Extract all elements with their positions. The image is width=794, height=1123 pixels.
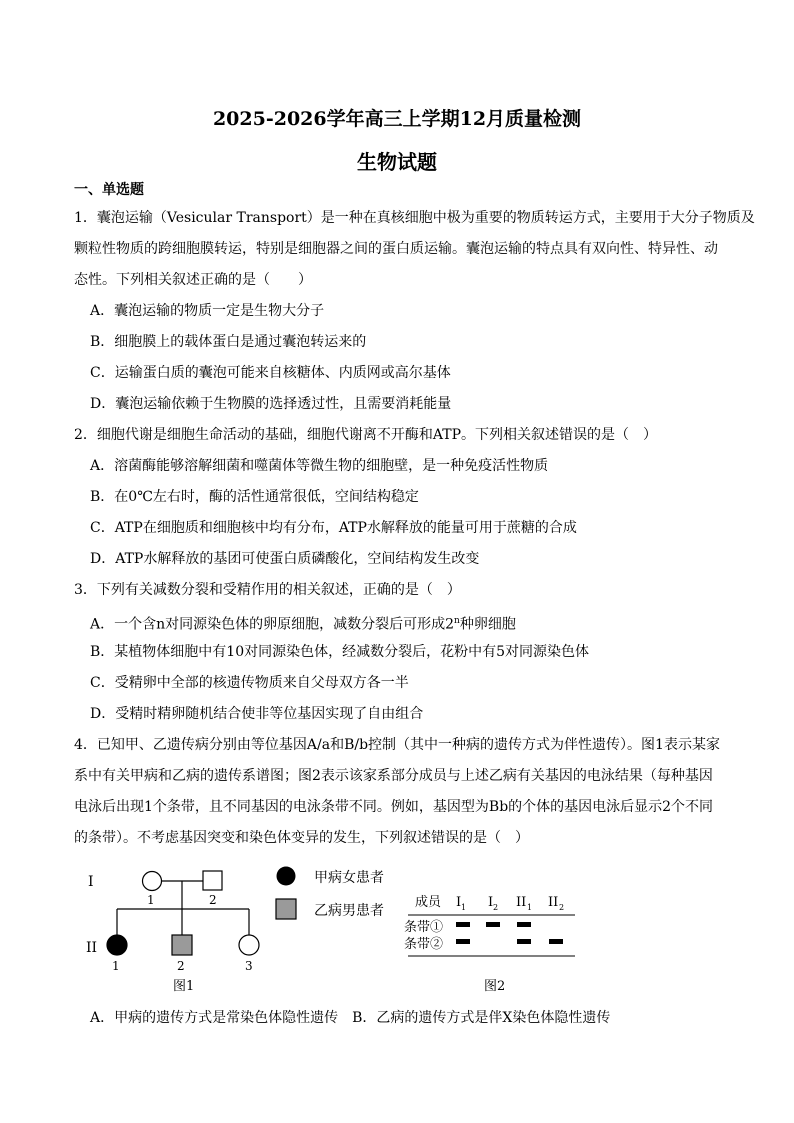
generation-1-label: I (88, 874, 94, 890)
band-mark (549, 939, 563, 944)
member-ii2-sub: 2 (559, 903, 565, 912)
q1-line: 态性。下列相关叙述正确的是（ ） (74, 272, 312, 288)
number-ii3: 3 (245, 959, 253, 973)
female-i1 (143, 872, 162, 891)
band-1-label: 条带① (404, 920, 444, 935)
legend-filled-circle-icon (277, 867, 296, 886)
member-ii1: II (516, 895, 527, 910)
q1-option-b: B．细胞膜上的载体蛋白是通过囊泡转运来的 (90, 334, 367, 350)
q2-line: 2．细胞代谢是细胞生命活动的基础，细胞代谢离不开酶和ATP。下列相关叙述错误的是（ ） (74, 427, 658, 443)
member-ii1-sub: 1 (527, 903, 533, 912)
q1-option-a: A．囊泡运输的物质一定是生物大分子 (90, 303, 325, 319)
q1-line: 颗粒性物质的跨细胞膜转运，特别是细胞器之间的蛋白质运输。囊泡运输的特点具有双向性、特异性、动 (74, 241, 718, 257)
band-mark (517, 939, 531, 944)
male-i2 (203, 871, 222, 890)
member-i2-sub: 2 (493, 903, 499, 912)
member-ii2: II (548, 895, 559, 910)
q1-line: 1．囊泡运输（Vesicular Transport）是一种在真核细胞中极为重要的物质转运方式，主要用于大分子物质及 (74, 210, 755, 226)
number-i1: 1 (147, 893, 155, 907)
q2-option-d: D．ATP水解释放的基团可使蛋白质磷酸化，空间结构发生改变 (90, 551, 480, 567)
band-mark (517, 922, 531, 927)
band-mark (456, 922, 470, 927)
q4-line: 的条带）。不考虑基因突变和染色体变异的发生，下列叙述错误的是（ ） (74, 830, 529, 846)
q4-options-ab: A．甲病的遗传方式是常染色体隐性遗传 B．乙病的遗传方式是伴X染色体隐性遗传 (90, 1010, 611, 1026)
exam-title: 2025-2026学年高三上学期12月质量检测 (212, 108, 582, 130)
band-2-label: 条带② (404, 937, 444, 952)
generation-2-label: II (86, 940, 98, 956)
q3-option-a-text: A．一个含n对同源染色体的卵原细胞，减数分裂后可形成2 (90, 616, 455, 633)
q2-option-b: B．在0℃左右时，酶的活性通常很低，空间结构稳定 (90, 489, 419, 505)
number-i2: 2 (209, 893, 217, 907)
legend-gray-square-icon (276, 899, 296, 919)
q1-option-c: C．运输蛋白质的囊泡可能来自核糖体、内质网或高尔基体 (90, 365, 451, 381)
q3-line: 3．下列有关减数分裂和受精作用的相关叙述，正确的是（ ） (74, 582, 461, 598)
figure1-caption: 图1 (173, 979, 195, 994)
female-ii3 (239, 935, 259, 955)
q3-option-a (90, 611, 750, 635)
q3-option-c: C．受精卵中全部的核遗传物质来自父母双方各一半 (90, 675, 409, 691)
subject-title: 生物试题 (357, 150, 437, 174)
legend-b-label: 乙病男患者 (314, 903, 384, 919)
q4-line: 4．已知甲、乙遗传病分别由等位基因A/a和B/b控制（其中一种病的遗传方式为伴性遗传）。图1表示某家 (74, 737, 720, 753)
number-ii2: 2 (177, 959, 185, 973)
band-mark (486, 922, 500, 927)
legend-a-label: 甲病女患者 (314, 870, 384, 886)
member-i1-sub: 1 (461, 903, 467, 912)
electrophoresis-figure (400, 890, 590, 970)
q3-option-a-exponent: n (454, 616, 460, 626)
member-i2: I (488, 895, 494, 910)
figure2-caption: 图2 (484, 979, 506, 994)
q3-option-d: D．受精时精卵随机结合使非等位基因实现了自由组合 (90, 706, 424, 722)
member-label: 成员 (415, 895, 442, 910)
affected-female-ii1 (107, 935, 127, 955)
affected-male-ii2 (172, 935, 192, 955)
q3-option-b: B．某植物体细胞中有10对同源染色体，经减数分裂后，花粉中有5对同源染色体 (90, 644, 590, 660)
section-label: 一、单选题 (74, 182, 144, 198)
q2-option-a: A．溶菌酶能够溶解细菌和噬菌体等微生物的细胞壁，是一种免疫活性物质 (90, 458, 549, 474)
q3-option-a-tail: 种卵细胞 (459, 616, 516, 633)
q4-line: 电泳后出现1个条带，且不同基因的电泳条带不同。例如，基因型为Bb的个体的基因电泳后显示2个不同 (74, 799, 714, 815)
q4-line: 系中有关甲病和乙病的遗传系谱图；图2表示该家系部分成员与上述乙病有关基因的电泳结果（每种基因 (74, 768, 713, 784)
q1-option-d: D．囊泡运输依赖于生物膜的选择透过性，且需要消耗能量 (90, 396, 452, 412)
member-i1: I (456, 895, 462, 910)
q2-option-c: C．ATP在细胞质和细胞核中均有分布，ATP水解释放的能量可用于蔗糖的合成 (90, 520, 577, 536)
number-ii1: 1 (112, 959, 120, 973)
band-mark (456, 939, 470, 944)
